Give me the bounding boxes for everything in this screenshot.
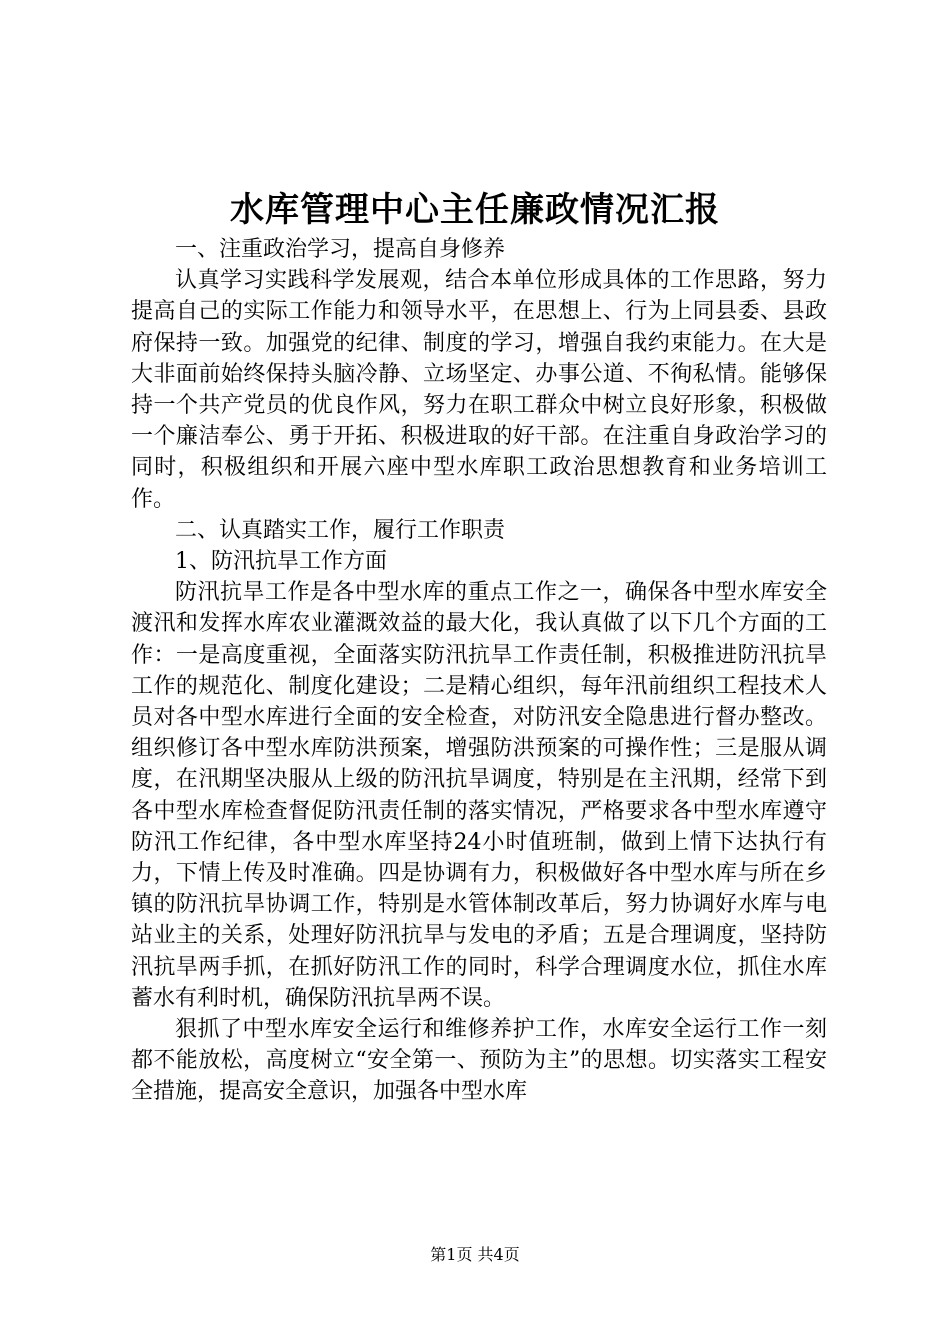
paragraph-flood-drought: 防汛抗旱工作是各中型水库的重点工作之一，确保各中型水库安全渡汛和发挥水库农业灌溉效益的最大化，我认真做了以下几个方面的工作：一是高度重视，全面落实防汛抗旱工作责任制，积极推进防汛抗旱工作的规范化、制度化建设；二是精心组织，每年汛前组织工程技术人员对各中型水库进行全面的安全检查，对防汛安全隐患进行督办整改。组织修订各中型水库防洪预案，增强防洪预案的可操作性；三是服从调度，在汛期坚决服从上级的防汛抗旱调度，特别是在主汛期，经常下到各中型水库检查督促防汛责任制的落实情况，严格要求各中型水库遵守防汛工作纪律，各中型水库坚持24小时值班制，做到上情下达执行有力，下情上传及时准确。四是协调有力，积极做好各中型水库与所在乡镇的防汛抗旱协调工作，特别是水管体制改革后，努力协调好水库与电站业主的关系，处理好防汛抗旱与发电的矛盾；五是合理调度，坚持防汛抗旱两手抓，在抓好防汛工作的同时，科学合理调度水位，抓住水库蓄水有利时机，确保防汛抗旱两不误。 <box>131 580 827 1011</box>
document-body <box>131 234 827 1108</box>
paragraph-political-study: 认真学习实践科学发展观，结合本单位形成具体的工作思路，努力提高自己的实际工作能力和领导水平，在思想上、行为上同县委、县政府保持一致。加强党的纪律、制度的学习，增强自我约束能力。在大是大非面前始终保持头脑冷静、立场坚定、办事公道、不徇私情。能够保持一个共产党员的优良作风，努力在职工群众中树立良好形象，积极做一个廉洁奉公、勇于开拓、积极进取的好干部。在注重自身政治学习的同时，积极组织和开展六座中型水库职工政治思想教育和业务培训工作。 <box>131 268 827 512</box>
section-heading-work-duties: 二、认真踏实工作，履行工作职责 <box>175 517 506 543</box>
paragraph-reservoir-safety: 狠抓了中型水库安全运行和维修养护工作，水库安全运行工作一刻都不能放松，高度树立“安全第一、预防为主”的思想。切实落实工程安全措施，提高安全意识，加强各中型水库 <box>131 1017 827 1105</box>
page-number-footer: 第1页 共4页 <box>430 1245 520 1264</box>
section-heading-political-study: 一、注重政治学习，提高自身修养 <box>175 237 506 262</box>
subheading-flood-drought: 1、防汛抗旱工作方面 <box>175 549 387 575</box>
document-title: 水库管理中心主任廉政情况汇报 <box>230 190 720 230</box>
